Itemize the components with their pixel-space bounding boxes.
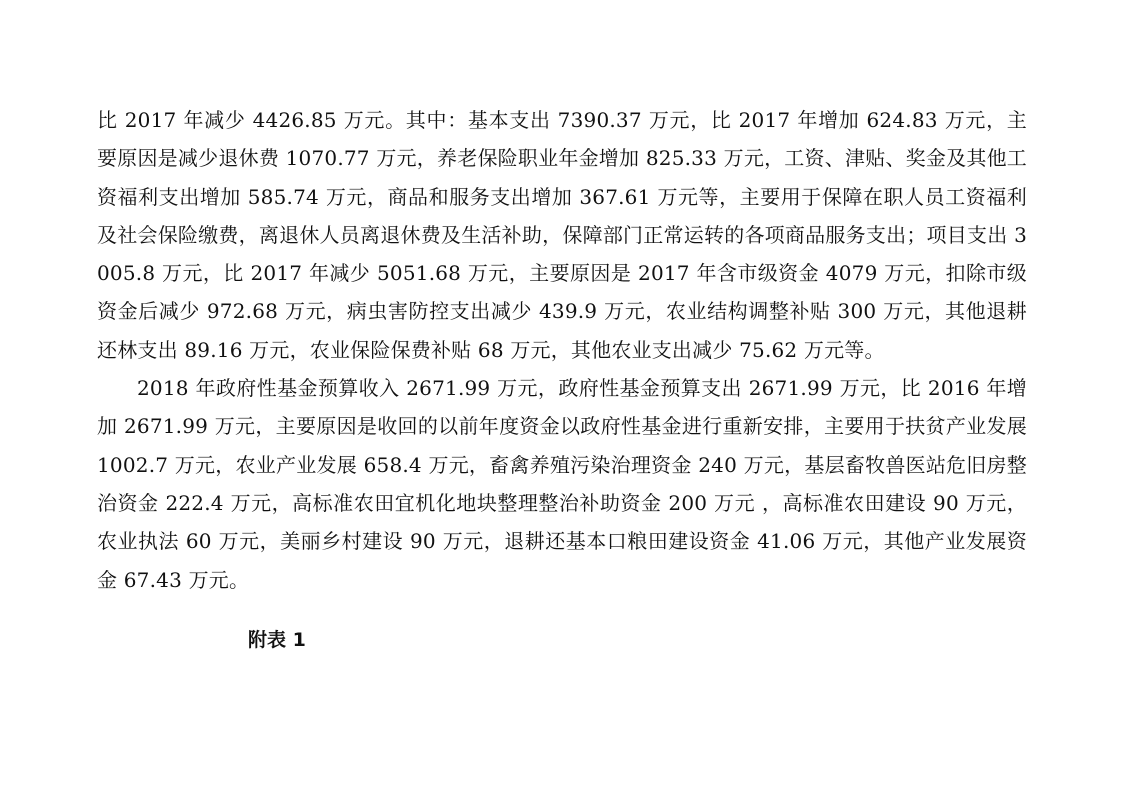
paragraph-basic-and-project-expenditure: 比 2017 年减少 4426.85 万元。其中：基本支出 7390.37 万元，比 2017 年增加 624.83 万元，主要原因是减少退休费 1070.77 万元，养老保险职业年金增加 825.33 万元，工资、津贴、奖金及其他工资福利支出增加 585.74 万元，商品和服务支出增加 367.61 万元等，主要用于保障在职人员工资福利及社会保险缴费，离退休人员离退休费及生活补助，保障部门正常运转的各项商品服务支出；项目支出 3005.8 万元，比 2017 年减少 5051.68 万元，主要原因是 2017 年含市级资金 4079 万元，扣除市级资金后减少 972.68 万元，病虫害防控支出减少 439.9 万元，农业结构调整补贴 300 万元，其他退耕还林支出 89.16 万元，农业保险保费补贴 68 万元，其他农业支出减少 75.62 万元等。 <box>97 108 1027 362</box>
paragraph-government-fund-budget: 2018 年政府性基金预算收入 2671.99 万元，政府性基金预算支出 2671.99 万元，比 2016 年增加 2671.99 万元，主要原因是收回的以前年度资金以政府性基金进行重新安排，主要用于扶贫产业发展 1002.7 万元，农业产业发展 658.4 万元，畜禽养殖污染治理资金 240 万元，基层畜牧兽医站危旧房整治资金 222.4 万元，高标准农田宜机化地块整理整治补助资金 200 万元 ，高标准农田建设 90 万元，农业执法 60 万元，美丽乡村建设 90 万元，退耕还基本口粮田建设资金 41.06 万元，其他产业发展资金 67.43 万元。 <box>97 376 1027 592</box>
appendix-label: 附表 1 <box>248 629 306 651</box>
document-body <box>97 101 1027 599</box>
